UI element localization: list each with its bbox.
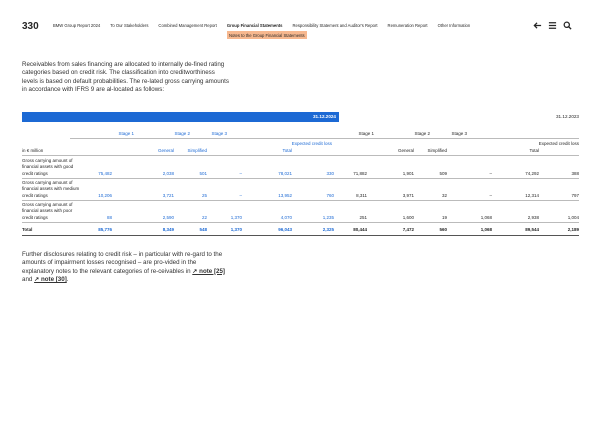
cell-2023: 388 (571, 171, 579, 176)
cell-2023: – (489, 193, 492, 198)
stage-label: Stage 3 (211, 131, 227, 136)
total-label: Total (22, 227, 33, 232)
stage-label: Stage 2 (414, 131, 430, 136)
cell-2024: 3,721 (162, 193, 174, 198)
total-cell-2024: 548 (199, 227, 207, 232)
outro-end: . (66, 275, 69, 283)
search-icon[interactable] (563, 21, 572, 30)
cell-2023: 12,314 (525, 193, 539, 198)
cell-2023: 1,068 (480, 215, 492, 220)
cell-2024: 25 (201, 193, 207, 198)
total-cell-2024: 8,349 (162, 227, 174, 232)
cell-2023: 32 (441, 193, 447, 198)
cell-2023: 8,311 (356, 193, 367, 198)
nav-item-financial-statements[interactable]: Group Financial Statements (226, 23, 283, 28)
sub-tab-notes[interactable]: Notes to the Group Financial Statements (229, 32, 305, 38)
unit-label: in € million (22, 148, 44, 153)
cell-2024: – (239, 193, 242, 198)
cell-2024: – (239, 171, 242, 176)
row-label: credit ratings (22, 170, 48, 176)
total-cell-2023: 89,544 (525, 227, 539, 232)
row-label: financial assets with good (22, 164, 74, 170)
stage-label: Stage 3 (451, 131, 467, 136)
col-header-ecl-2024: Expected credit loss (291, 141, 332, 146)
col-header-total-2023: Total (529, 148, 539, 153)
col-header-general-2024: General (157, 148, 174, 153)
cell-2023: 1,004 (567, 215, 579, 220)
stage-label: Stage 1 (118, 131, 134, 136)
cell-2024: 78,021 (278, 171, 292, 176)
row-label: credit ratings (22, 214, 48, 220)
total-cell-2023: 1,068 (480, 227, 492, 232)
outro-and: and (22, 275, 33, 283)
cell-2023: 509 (439, 171, 447, 176)
cell-2023: 3,971 (402, 193, 414, 198)
cell-2024: 10,206 (98, 193, 112, 198)
nav-item-remuneration[interactable]: Remuneration Report (387, 23, 428, 28)
nav-item-management-report[interactable]: Combined Management Report (158, 23, 217, 28)
top-navigation (53, 23, 480, 28)
row-label: financial assets with poor (22, 208, 73, 214)
cell-2023: 1,600 (402, 215, 414, 220)
cell-2023: 797 (571, 193, 579, 198)
page-number: 330 (22, 21, 39, 32)
cell-2023: 19 (441, 215, 447, 220)
total-cell-2023: 2,189 (567, 227, 579, 232)
note-25-link[interactable]: ↗ note [25] (192, 267, 225, 275)
col-header-simplified-2023: Simplified (427, 148, 447, 153)
note-30-link[interactable]: ↗ note [30] (34, 275, 67, 283)
cell-2024: 1,370 (230, 215, 242, 220)
total-cell-2024: 96,043 (278, 227, 292, 232)
total-cell-2024: 1,370 (230, 227, 242, 232)
back-arrow-icon[interactable] (533, 21, 542, 30)
cell-2024: 330 (326, 171, 334, 176)
nav-item-other-information[interactable]: Other Information (437, 23, 471, 28)
cell-2024: 75,482 (98, 171, 112, 176)
nav-item-stakeholders[interactable]: To Our Stakeholders (110, 23, 149, 28)
row-label: Gross carrying amount of (22, 202, 73, 207)
header-icons (533, 21, 572, 30)
contents-icon[interactable] (548, 21, 557, 30)
nav-item-report[interactable]: BMW Group Report 2024 (53, 23, 101, 28)
total-cell-2023: 80,444 (353, 227, 367, 232)
cell-2024: 1,235 (322, 215, 334, 220)
cell-2024: 760 (326, 193, 334, 198)
intro-paragraph: Receivables from sales financing are allocated to internally de-fined rating categories based on credit risk. The classification into creditworthiness levels is based on default probabilities. The re-lated gross carrying amounts in accordance with IFRS 9 are al-located as follows: (22, 61, 229, 93)
total-cell-2023: 7,472 (402, 227, 414, 232)
cell-2023: 2,938 (527, 215, 539, 220)
row-label: Gross carrying amount of (22, 180, 73, 185)
cell-2024: 2,038 (162, 171, 174, 176)
cell-2024: 88 (106, 215, 112, 220)
cell-2024: 501 (199, 171, 207, 176)
cell-2024: 4,070 (280, 215, 292, 220)
year-header-2023: 31.12.2023 (556, 114, 579, 119)
cell-2024: 22 (201, 215, 207, 220)
outro-text: Further disclosures relating to credit risk – in particular with re-gard to the amounts of impairment losses recognised – are pro-vided in the explanatory notes to the relevant categories of re-ceivables in (22, 251, 223, 275)
col-header-ecl-2023: Expected credit loss (538, 141, 579, 146)
stage-label: Stage 1 (358, 131, 374, 136)
row-label: financial assets with medium (22, 186, 80, 192)
cell-2024: 13,952 (278, 193, 292, 198)
nav-item-responsibility[interactable]: Responsibility Statement and Auditor's Report (292, 23, 378, 28)
cell-2023: 1,901 (402, 171, 414, 176)
row-label: Gross carrying amount of (22, 158, 73, 163)
total-cell-2024: 2,325 (322, 227, 334, 232)
total-cell-2023: 560 (439, 227, 447, 232)
row-label: credit ratings (22, 192, 48, 198)
col-header-simplified-2024: Simplified (187, 148, 207, 153)
cell-2023: 251 (359, 215, 367, 220)
col-header-general-2023: General (397, 148, 414, 153)
total-cell-2024: 85,776 (98, 227, 112, 232)
cell-2024: 2,590 (162, 215, 174, 220)
cell-2023: – (489, 171, 492, 176)
cell-2023: 71,882 (353, 171, 367, 176)
cell-2023: 74,292 (525, 171, 539, 176)
credit-rating-table (22, 112, 579, 232)
stage-label: Stage 2 (174, 131, 190, 136)
year-header-2024: 31.12.2024 (22, 112, 339, 122)
col-header-total-2024: Total (282, 148, 292, 153)
outro-paragraph (22, 251, 230, 284)
